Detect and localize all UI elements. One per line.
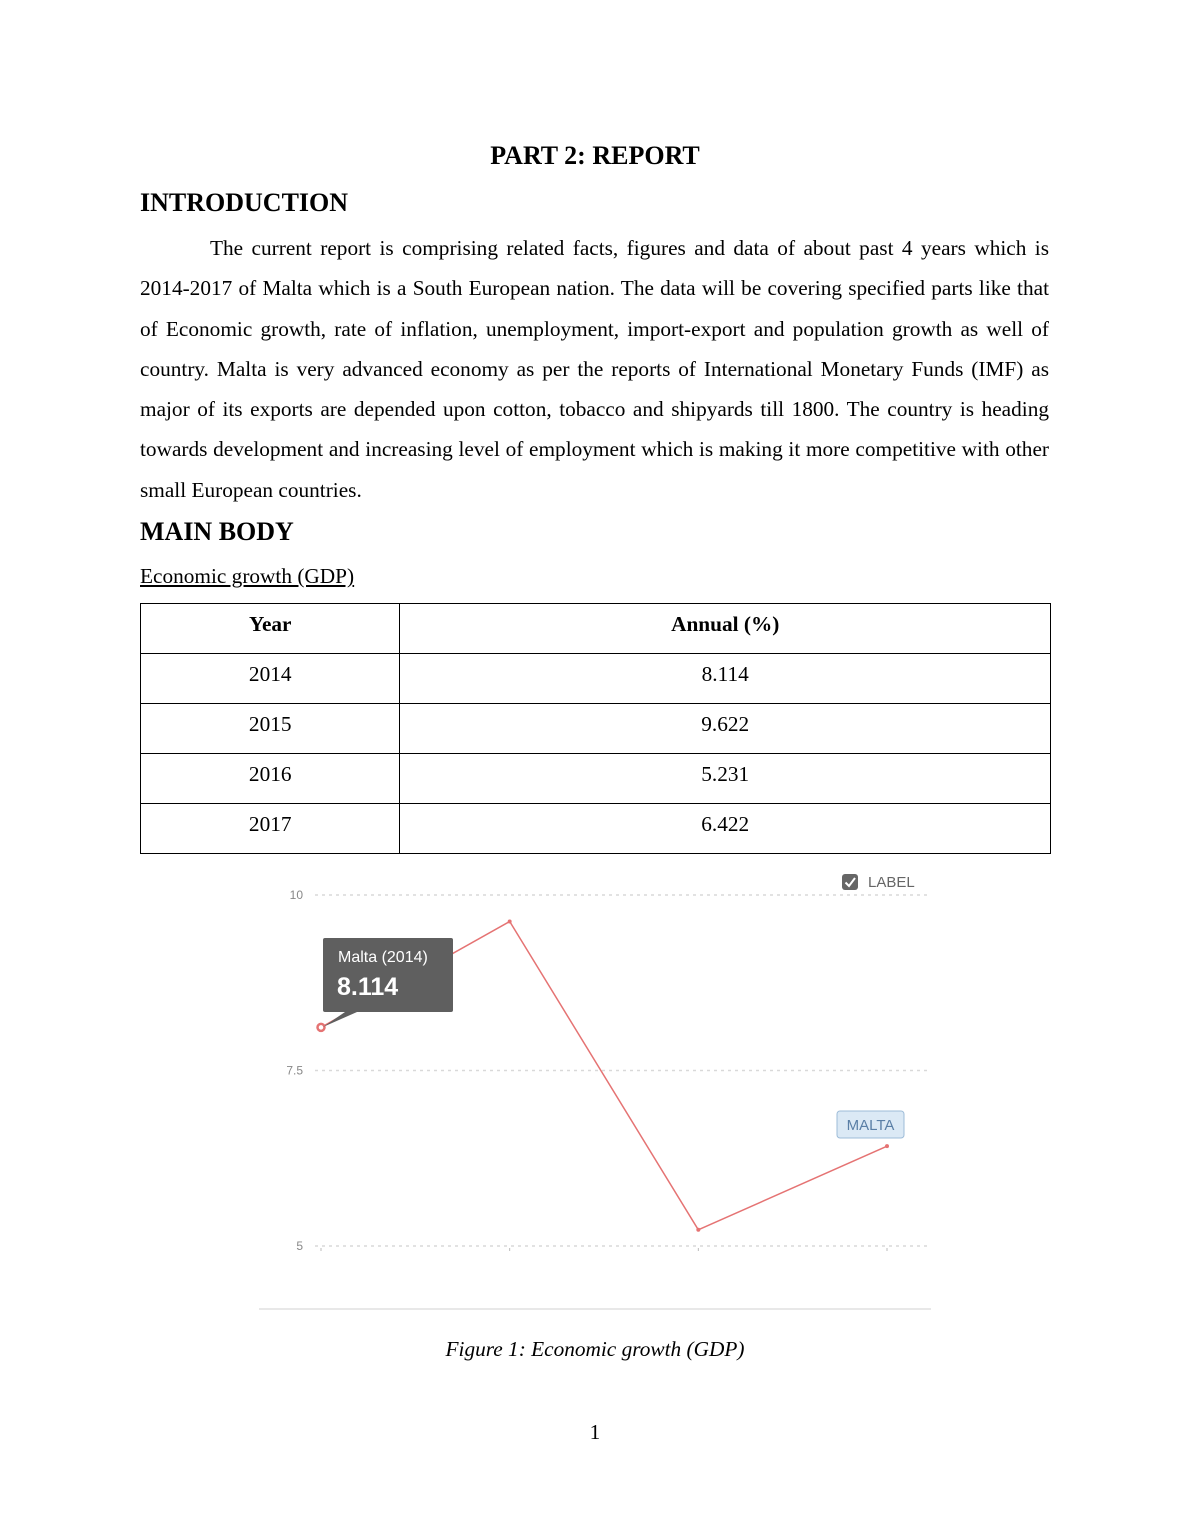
table-row bbox=[141, 654, 1051, 704]
table-cell-value: 9.622 bbox=[400, 704, 1051, 754]
gdp-section-heading: Economic growth (GDP) bbox=[140, 564, 355, 588]
introduction-heading: INTRODUCTION bbox=[140, 188, 349, 217]
table-header-annual: Annual (%) bbox=[400, 604, 1051, 654]
y-axis-ticks bbox=[286, 888, 303, 1253]
tooltip-pointer bbox=[323, 1012, 357, 1027]
chart-tooltip bbox=[323, 938, 453, 1027]
tooltip-value: 8.114 bbox=[337, 973, 399, 1001]
gdp-chart-svg bbox=[259, 857, 931, 1311]
table-cell-year: 2015 bbox=[141, 704, 400, 754]
table-cell-year: 2017 bbox=[141, 804, 400, 854]
tooltip-title: Malta (2014) bbox=[338, 949, 428, 966]
series-label-badge bbox=[837, 1111, 904, 1138]
checkbox-icon[interactable] bbox=[842, 874, 858, 890]
gdp-table bbox=[140, 603, 1051, 854]
report-title: PART 2: REPORT bbox=[490, 141, 700, 170]
table-header-row bbox=[141, 604, 1051, 654]
data-point[interactable] bbox=[508, 920, 512, 924]
page-number: 1 bbox=[589, 1420, 601, 1444]
legend-label-toggle[interactable] bbox=[842, 874, 915, 891]
main-body-heading: MAIN BODY bbox=[140, 517, 294, 546]
table-cell-value: 5.231 bbox=[400, 754, 1051, 804]
table-cell-year: 2016 bbox=[141, 754, 400, 804]
table-row bbox=[141, 704, 1051, 754]
table-header-year: Year bbox=[141, 604, 400, 654]
table-cell-year: 2014 bbox=[141, 654, 400, 704]
table-cell-value: 6.422 bbox=[400, 804, 1051, 854]
table-cell-value: 8.114 bbox=[400, 654, 1051, 704]
data-point[interactable] bbox=[318, 1024, 325, 1031]
data-point[interactable] bbox=[696, 1228, 700, 1232]
figure-caption: Figure 1: Economic growth (GDP) bbox=[445, 1337, 745, 1361]
series-label-text: MALTA bbox=[846, 1117, 895, 1134]
y-tick-label: 10 bbox=[289, 888, 303, 902]
table-row bbox=[141, 754, 1051, 804]
gdp-chart bbox=[259, 857, 931, 1311]
legend-checkbox-label: LABEL bbox=[868, 874, 915, 891]
data-point[interactable] bbox=[885, 1144, 889, 1148]
y-tick-label: 5 bbox=[296, 1239, 303, 1253]
y-tick-label: 7.5 bbox=[286, 1063, 303, 1078]
introduction-paragraph: The current report is comprising related facts, figures and data of about past 4 years which is 2014-2017 of Malta which is a South European nation. The data will be covering specified parts like that of Economic growth, rate of inflation, unemployment, import-export and population growth as well of country. Malta is very advanced economy as per the reports of International Monetary Funds (IMF) as major of its exports are depended upon cotton, tobacco and shipyards till 1800. The country is heading towards development and increasing level of employment which is making it more competitive with other small European countries. bbox=[140, 236, 1049, 502]
table-row bbox=[141, 804, 1051, 854]
